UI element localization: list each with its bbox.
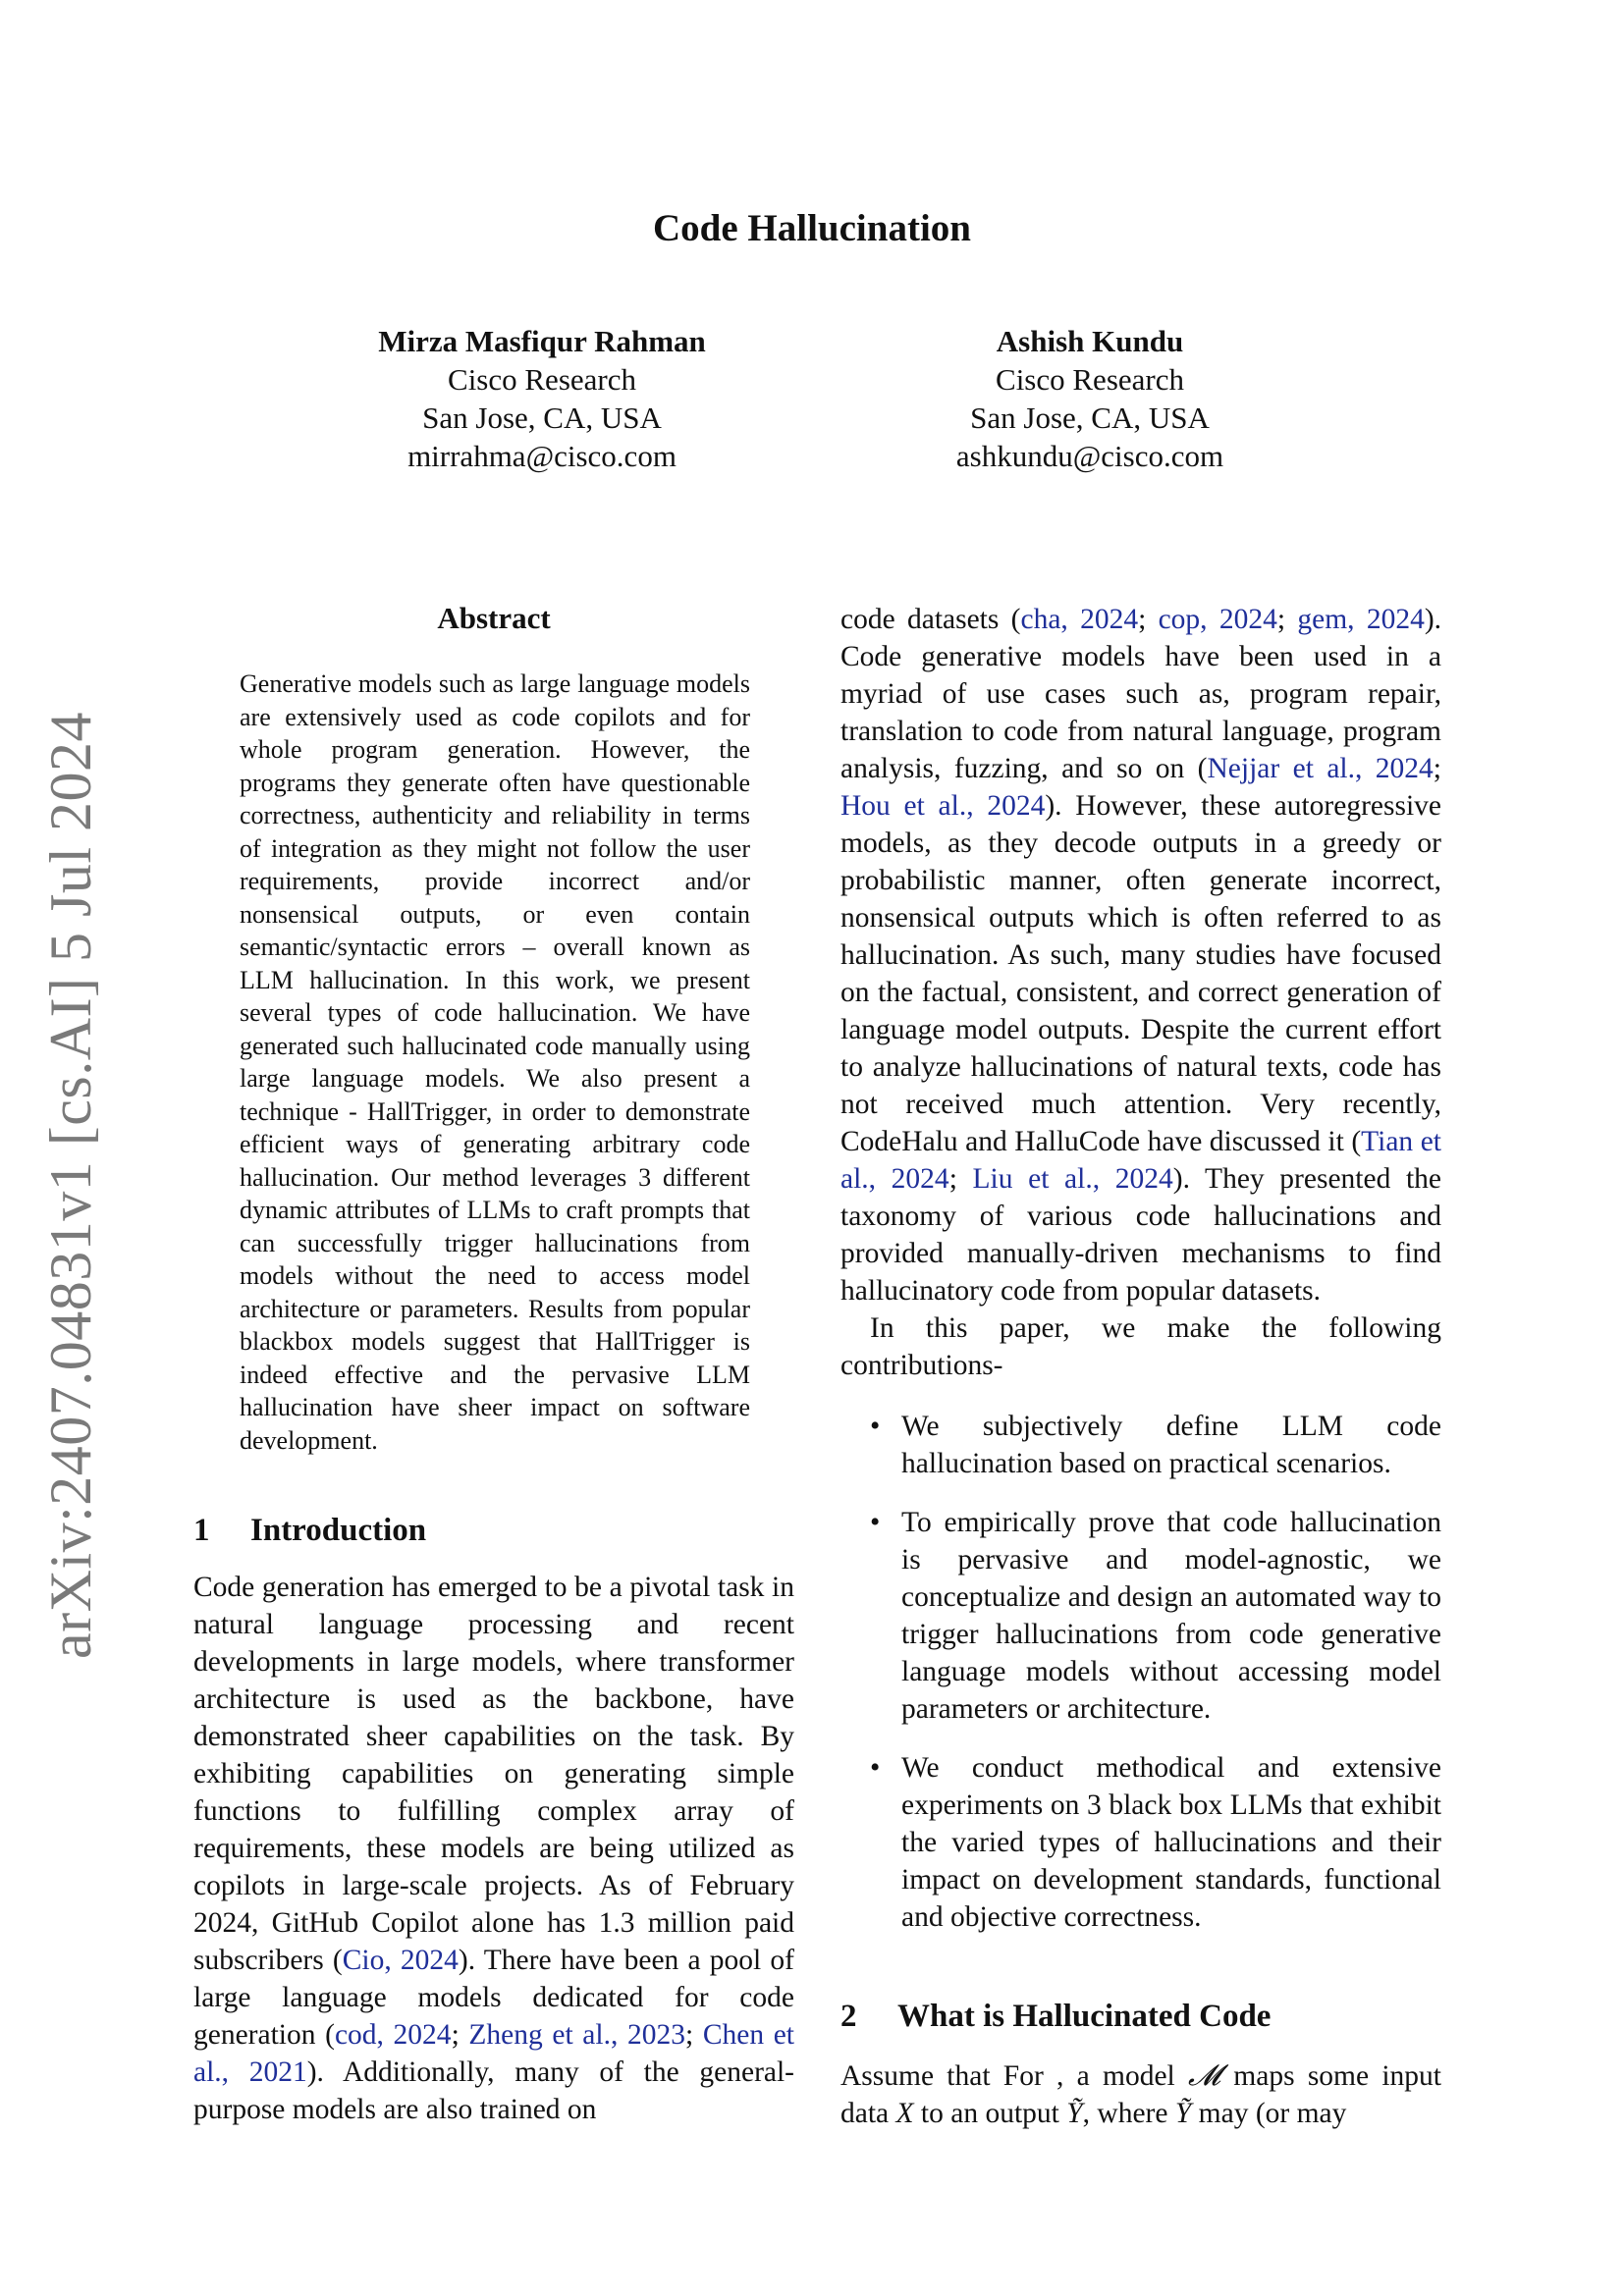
list-item [840, 1504, 1441, 1728]
author-name: Mirza Masfiqur Rahman [378, 324, 706, 358]
citation-link[interactable]: Tian et al., 2024 [840, 1126, 1441, 1195]
citation-link[interactable]: cha, 2024 [1020, 604, 1139, 635]
math-symbol: X [895, 2098, 914, 2129]
paragraph [840, 601, 1441, 1309]
section-title: Introduction [250, 1513, 427, 1548]
citation-link[interactable]: Hou et al., 2024 [840, 790, 1046, 822]
citation-link[interactable]: Chen et al., 2021 [193, 2019, 795, 2088]
citation-separator: ; [1276, 604, 1298, 635]
section-2-heading [840, 1999, 1271, 2035]
citation-link[interactable]: gem, 2024 [1297, 604, 1425, 635]
author-block-1 [267, 322, 817, 475]
list-item-text: We subjectively define LLM code hallucination based on practical scenarios. [901, 1411, 1441, 1479]
math-symbol: Ỹ [1066, 2098, 1083, 2129]
math-symbol: Ỹ [1174, 2098, 1192, 2129]
body-text: to an output [913, 2098, 1067, 2129]
introduction-text [193, 1569, 794, 2128]
body-text: ). They presented the taxonomy of various code hallucinations and provided manually-driven mechanisms to find hallucinatory code from popular datasets. [840, 1163, 1442, 1307]
author-location: San Jose, CA, USA [970, 400, 1210, 435]
list-item [840, 1749, 1441, 1936]
paper-title: Code Hallucination [653, 207, 971, 249]
section-number: 1 [193, 1513, 210, 1548]
citation-separator: ; [948, 1163, 973, 1195]
abstract-text: Generative models such as large language models are extensively used as code copilots and for whole program generation. However, the programs they generate often have questionable correctness, authenticity and reliability in terms of integration as they might not follow the user requirements, provide incorrect and/or nonsensical outputs, or even contain semantic/syntactic errors – overall known as LLM hallucination. In this work, we present several types of code hallucination. We have generated such hallucinated code manually using large language models. We also present a technique - HallTrigger, in order to demonstrate efficient ways of generating arbitrary code hallucination. Our method leverages 3 different dynamic attributes of LLMs to craft prompts that can successfully trigger hallucinations from models without the need to access model architecture or parameters. Results from popular blackbox models suggest that HallTrigger is indeed effective and the pervasive LLM hallucination have sheer impact on software development. [240, 669, 750, 1455]
citation-link[interactable]: Cio, 2024 [342, 1945, 459, 1976]
body-text: Assume that For , a model [840, 2060, 1188, 2092]
author-affiliation: Cisco Research [448, 362, 636, 397]
citation-separator: ; [451, 2019, 469, 2051]
body-text: ). However, these autoregressive models, as they decode outputs in a greedy or probabilistic manner, often generate incorrect, nonsensical outputs which is often referred to as hallucination. As such, many studies have focused on the factual, consistent, and correct generation of language model outputs. Despite the current effort to analyze hallucinations of natural texts, code has not received much attention. Very recently, CodeHalu and HalluCode have discussed it ( [840, 790, 1442, 1157]
section-number: 2 [840, 1999, 857, 2034]
citation-separator: ; [684, 2019, 703, 2051]
author-block-2 [815, 322, 1365, 475]
math-symbol: 𝓜 [1188, 2060, 1221, 2092]
section-1-heading [193, 1513, 426, 1549]
list-item-text: We conduct methodical and extensive experiments on 3 black box LLMs that exhibit the varied types of hallucinations and their impact on development standards, functional and objective correctness. [901, 1752, 1441, 1933]
list-item-text: To empirically prove that code hallucination is pervasive and model-agnostic, we conceptualize and design an automated way to trigger hallucinations from code generative language models without accessing model parameters or architecture. [901, 1507, 1441, 1725]
citation-separator: ; [1433, 753, 1441, 784]
body-text: ). Additionally, many of the general-purpose models are also trained on [193, 2056, 794, 2125]
section-2-text [840, 2057, 1441, 2132]
body-text: maps some input data [840, 2060, 1441, 2129]
citation-link[interactable]: cop, 2024 [1158, 604, 1277, 635]
citation-separator: ; [1138, 604, 1159, 635]
abstract-heading: Abstract [437, 601, 551, 635]
body-text: ). There have been a pool of large language models dedicated for code generation ( [193, 1945, 794, 2051]
citation-link[interactable]: Liu et al., 2024 [972, 1163, 1173, 1195]
paragraph: In this paper, we make the following contributions- [840, 1312, 1441, 1381]
body-text: may (or may [1191, 2098, 1347, 2129]
section-title: What is Hallucinated Code [897, 1999, 1272, 2034]
citation-link[interactable]: Nejjar et al., 2024 [1207, 753, 1434, 784]
body-text: , where [1082, 2098, 1175, 2129]
author-affiliation: Cisco Research [996, 362, 1184, 397]
body-text: ). Code generative models have been used in a myriad of use cases such as, program repair, translation to code from natural language, program analysis, fuzzing, and so on ( [840, 604, 1442, 784]
author-location: San Jose, CA, USA [422, 400, 662, 435]
citation-link[interactable]: cod, 2024 [334, 2019, 452, 2051]
author-email[interactable]: ashkundu@cisco.com [955, 439, 1224, 473]
author-name: Ashish Kundu [996, 324, 1184, 358]
right-column-text [840, 601, 1441, 1957]
bullet-icon: • [870, 1411, 881, 1442]
bullet-icon: • [870, 1507, 881, 1538]
body-text: Code generation has emerged to be a pivotal task in natural language processing and recent developments in large models, where transformer architecture is used as the backbone, have demonstrated sheer capabilities on the task. By exhibiting capabilities on generating simple functions to fulfilling complex array of requirements, these models are being utilized as copilots in large-scale projects. As of February 2024, GitHub Copilot alone has 1.3 million paid subscribers ( [193, 1572, 794, 1976]
arxiv-identifier-stamp: arXiv:2407.04831v1 [cs.AI] 5 Jul 2024 [38, 711, 103, 1659]
list-item [840, 1408, 1441, 1482]
author-email[interactable]: mirrahma@cisco.com [407, 439, 677, 473]
contributions-list [840, 1408, 1441, 1936]
citation-link[interactable]: Zheng et al., 2023 [468, 2019, 685, 2051]
body-text: code datasets ( [840, 604, 1021, 635]
bullet-icon: • [870, 1752, 881, 1784]
